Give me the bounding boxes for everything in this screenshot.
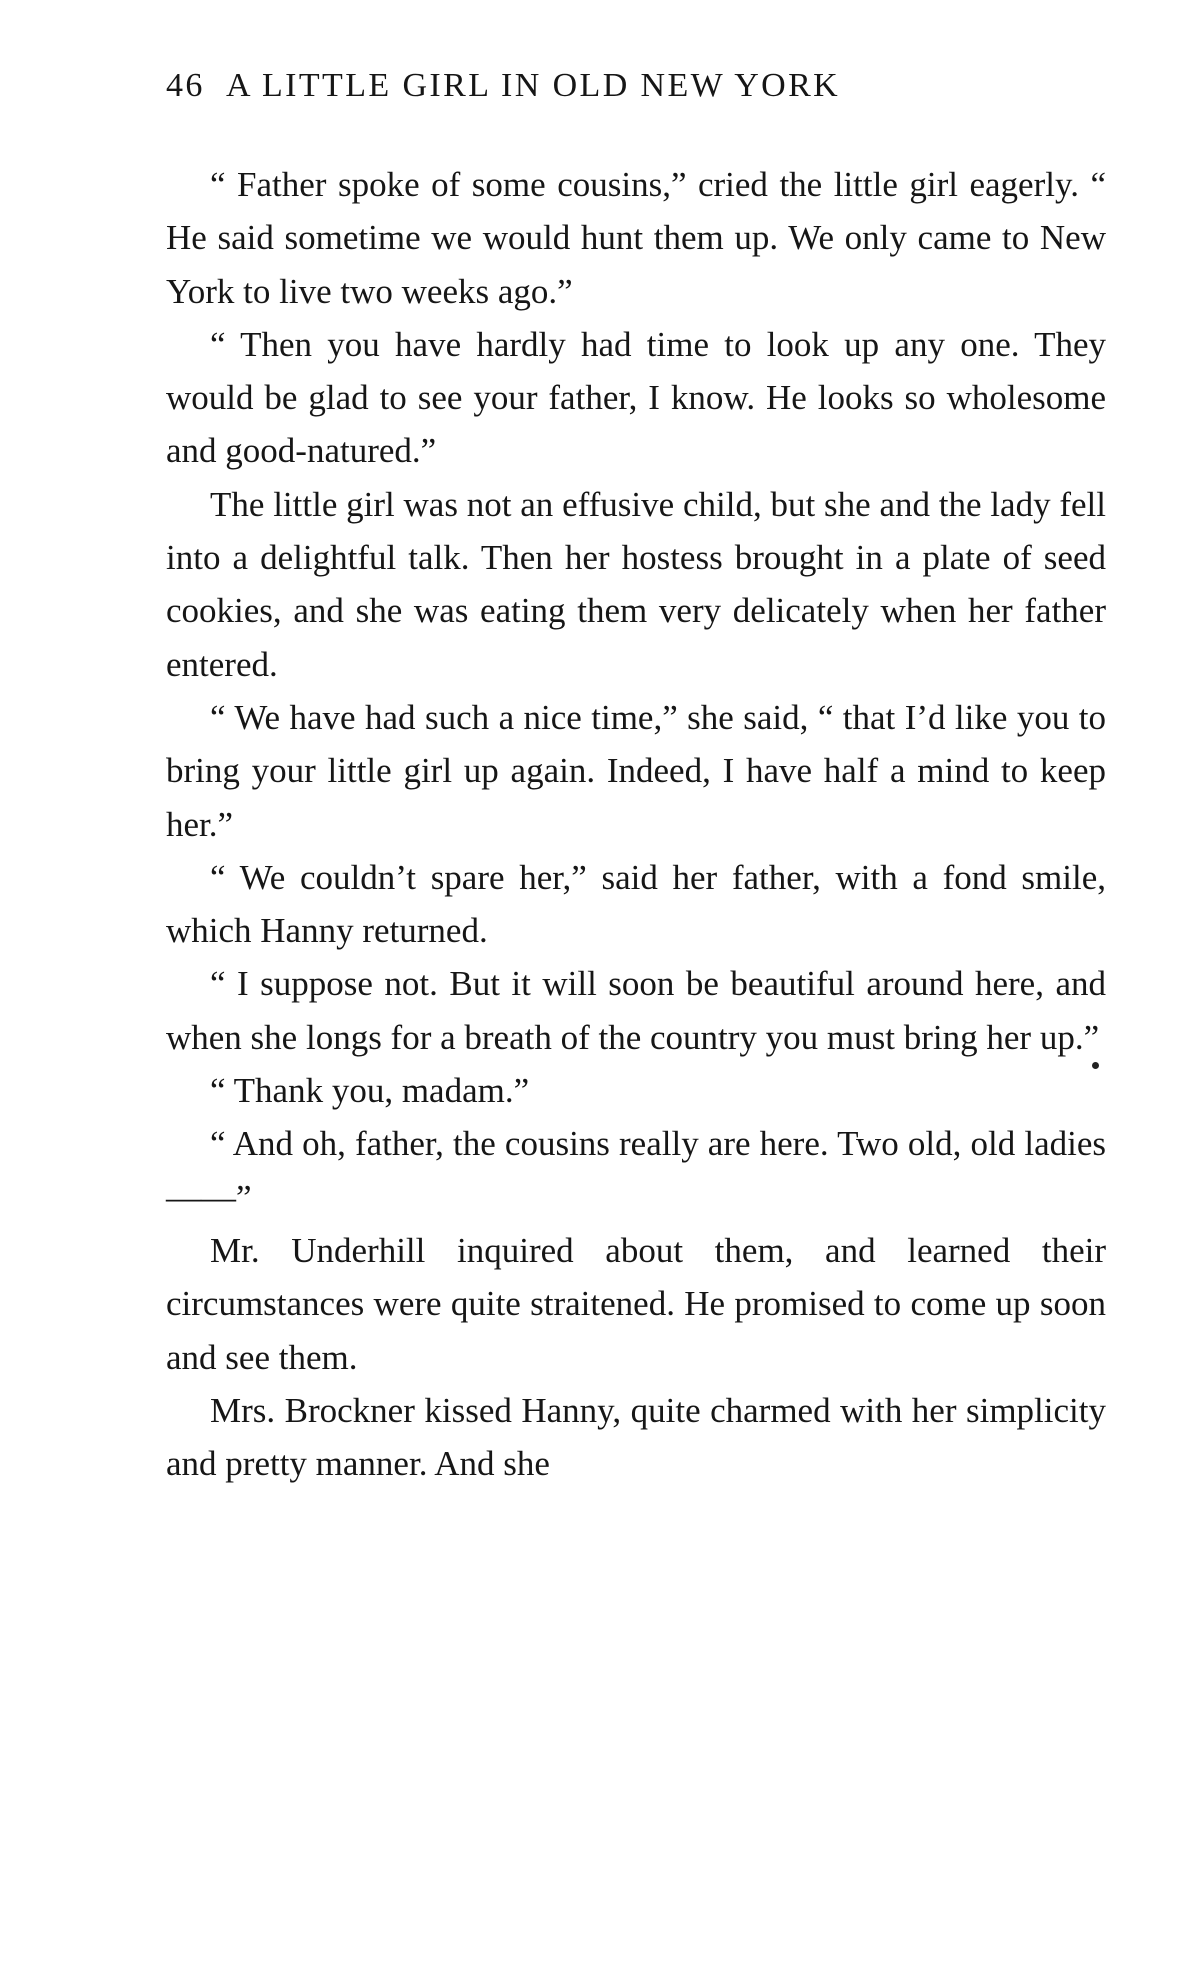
paragraph: “ We have had such a nice time,” she said, “ that I’d like you to bring your little girl up again. Indeed, I have half a mind to keep her.” (166, 697, 1106, 844)
running-head (166, 66, 1046, 106)
page-number: 46 (166, 67, 205, 104)
paragraph: “ Father spoke of some cousins,” cried the little girl eagerly. “ He said sometime we would hunt them up. We only came to New York to live two weeks ago.” (166, 165, 1106, 311)
paragraph: Mrs. Brockner kissed Hanny, quite charmed with her simplicity and pretty manner. And she (166, 1390, 1106, 1484)
paragraph: “ Thank you, madam.” (210, 1071, 530, 1111)
body-text (166, 158, 1106, 1490)
paragraph: “ And oh, father, the cousins really are here. Two old, old ladies——” (166, 1124, 1106, 1217)
paragraph: “ Then you have hardly had time to look up any one. They would be glad to see your father, I know. He looks so wholesome and good-natured.” (166, 324, 1106, 471)
paragraph: Mr. Underhill inquired about them, and learned their circumstances were quite straitened. He promised to come up soon and see them. (166, 1230, 1106, 1377)
ink-speck (1092, 1062, 1099, 1069)
paragraph: “ We couldn’t spare her,” said her father, with a fond smile, which Hanny returned. (166, 857, 1106, 951)
paragraph: The little girl was not an effusive child, but she and the lady fell into a delightful talk. Then her hostess brought in a plate of seed cookies, and she was eating them very delicately when her father entered. (166, 484, 1106, 684)
running-title: A LITTLE GIRL IN OLD NEW YORK (226, 67, 841, 104)
paragraph: “ I suppose not. But it will soon be beautiful around here, and when she longs for a breath of the country you must bring her up.” (166, 964, 1106, 1057)
